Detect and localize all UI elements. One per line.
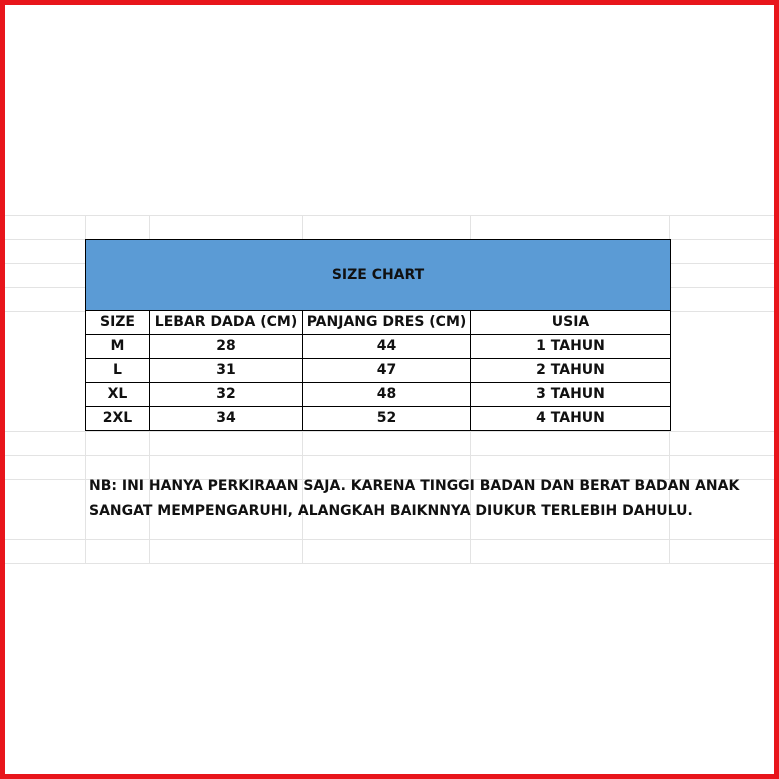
age-cell: 1 TAHUN (471, 335, 671, 359)
size-cell: XL (86, 383, 150, 407)
table-row (86, 383, 671, 407)
length-cell: 47 (303, 359, 471, 383)
header-chest-width: LEBAR DADA (CM) (150, 311, 303, 335)
age-cell: 2 TAHUN (471, 359, 671, 383)
age-cell: 4 TAHUN (471, 407, 671, 431)
header-dress-length: PANJANG DRES (CM) (303, 311, 471, 335)
header-age: USIA (471, 311, 671, 335)
size-chart-table (85, 239, 671, 431)
size-cell: M (86, 335, 150, 359)
size-cell: L (86, 359, 150, 383)
age-cell: 3 TAHUN (471, 383, 671, 407)
table-row (86, 359, 671, 383)
note-line-1: NB: INI HANYA PERKIRAAN SAJA. KARENA TINGGI BADAN DAN BERAT BADAN ANAK (89, 478, 740, 494)
chest-cell: 31 (150, 359, 303, 383)
chest-cell: 32 (150, 383, 303, 407)
title-row (86, 240, 671, 311)
table-row (86, 335, 671, 359)
table-row (86, 407, 671, 431)
note-line-2: SANGAT MEMPENGARUHI, ALANGKAH BAIKNNYA DIUKUR TERLEBIH DAHULU. (89, 503, 693, 519)
chest-cell: 28 (150, 335, 303, 359)
length-cell: 48 (303, 383, 471, 407)
chest-cell: 34 (150, 407, 303, 431)
length-cell: 52 (303, 407, 471, 431)
header-size: SIZE (86, 311, 150, 335)
header-row (86, 311, 671, 335)
size-cell: 2XL (86, 407, 150, 431)
size-chart-title: SIZE CHART (86, 240, 671, 311)
disclaimer-note (89, 474, 769, 524)
length-cell: 44 (303, 335, 471, 359)
